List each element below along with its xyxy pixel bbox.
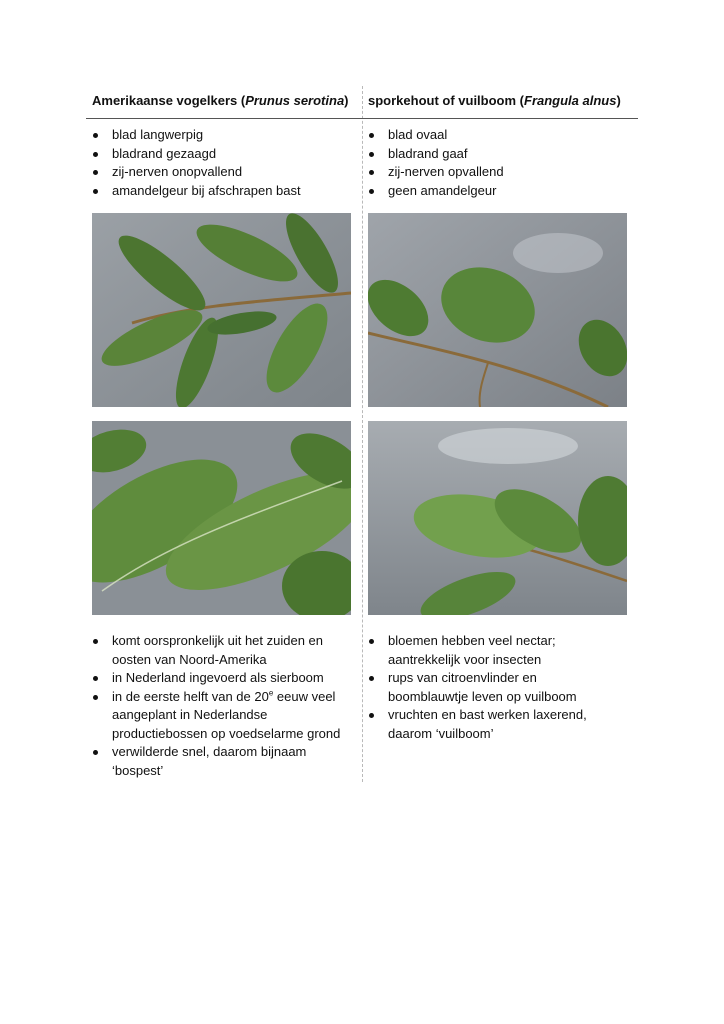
header-rule <box>86 118 638 119</box>
list-item: bladrand gezaagd <box>90 145 356 164</box>
left-facts-list <box>90 632 358 780</box>
prunus-leaf-closeup-photo <box>92 421 351 615</box>
list-item: blad ovaal <box>366 126 632 145</box>
list-item: rups van citroenvlinder en boomblauwtje leven op vuilboom <box>366 669 606 706</box>
list-item: zij-nerven opvallend <box>366 163 632 182</box>
left-header: Amerikaanse vogelkers (Prunus serotina) <box>92 93 349 108</box>
column-divider <box>362 86 363 782</box>
list-item: bladrand gaaf <box>366 145 632 164</box>
list-item: vruchten en bast werken laxerend, daarom ‘vuilboom’ <box>366 706 606 743</box>
right-traits-list <box>366 126 632 200</box>
list-item: geen amandelgeur <box>366 182 632 201</box>
list-item: verwilderde snel, daarom bijnaam ‘bospest’ <box>90 743 358 780</box>
list-item: in de eerste helft van de 20e eeuw veel aangeplant in Nederlandse productiebossen op voedselarme grond <box>90 688 358 744</box>
list-item: amandelgeur bij afschrapen bast <box>90 182 356 201</box>
list-item: bloemen hebben veel nectar; aantrekkelijk voor insecten <box>366 632 606 669</box>
right-header: sporkehout of vuilboom (Frangula alnus) <box>368 93 621 108</box>
list-item: zij-nerven onopvallend <box>90 163 356 182</box>
list-item: in Nederland ingevoerd als sierboom <box>90 669 358 688</box>
list-item: blad langwerpig <box>90 126 356 145</box>
left-traits-list <box>90 126 356 200</box>
frangula-leaf-closeup-photo <box>368 421 627 615</box>
right-facts-list <box>366 632 606 743</box>
list-item: komt oorspronkelijk uit het zuiden en oosten van Noord-Amerika <box>90 632 358 669</box>
prunus-branch-photo <box>92 213 351 407</box>
frangula-branch-photo <box>368 213 627 407</box>
